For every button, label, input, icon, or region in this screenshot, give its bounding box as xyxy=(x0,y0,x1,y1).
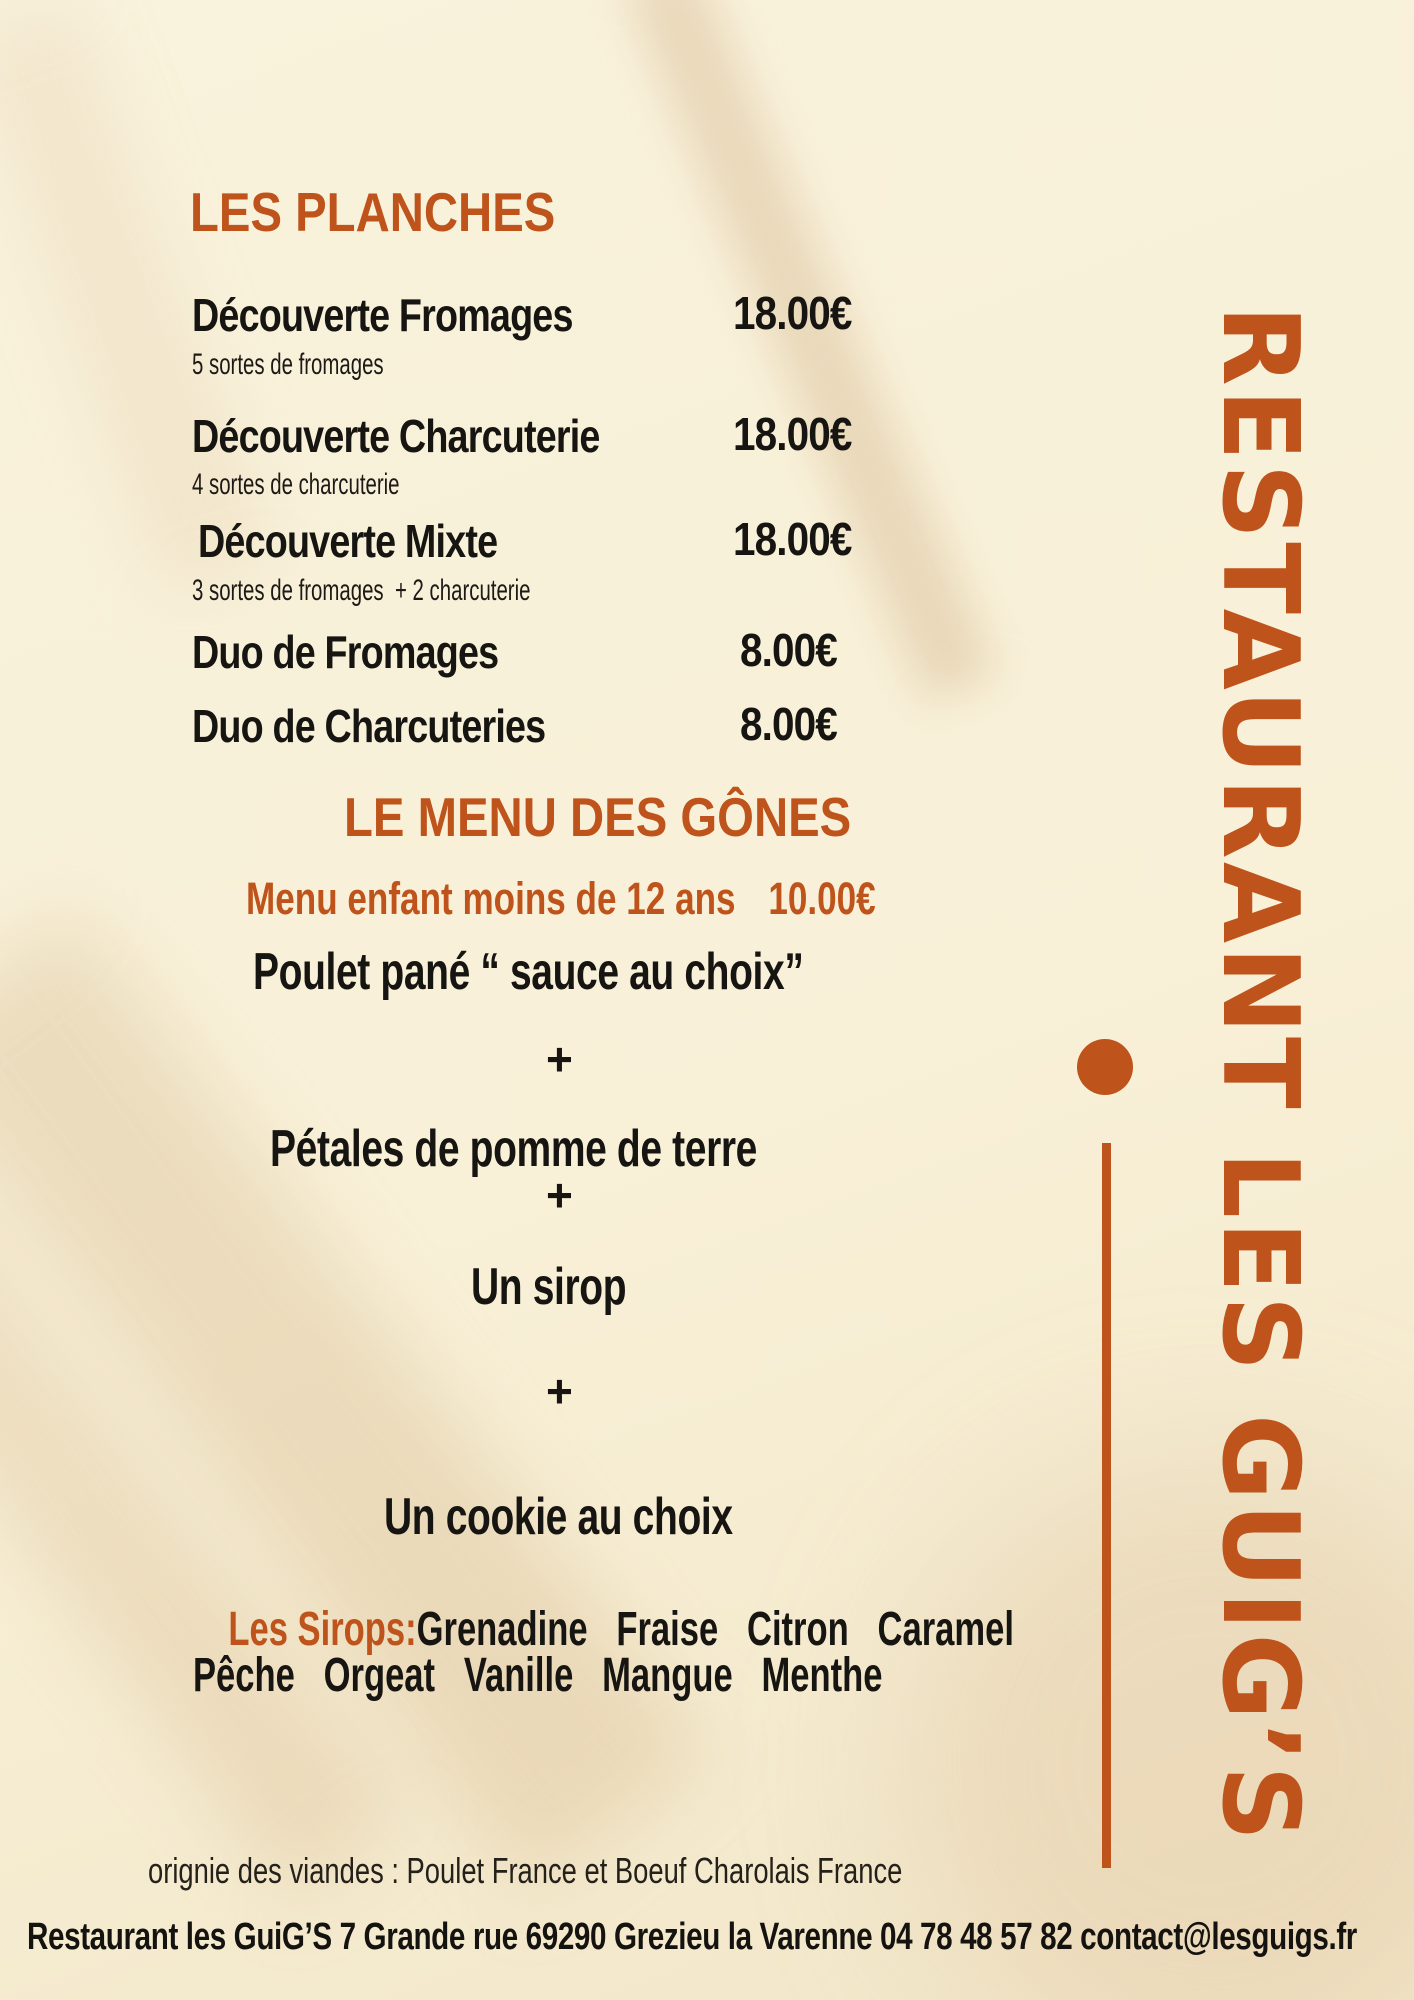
menu-item-name: Duo de Charcuteries xyxy=(192,700,546,752)
menu-item-name: Découverte Mixte xyxy=(198,515,498,567)
menu-item-price: 8.00€ xyxy=(740,624,837,676)
menu-item-description: 5 sortes de fromages xyxy=(192,348,384,381)
accent-dot xyxy=(1077,1039,1133,1095)
plus-separator: + xyxy=(546,1033,573,1085)
menu-item-name: Découverte Charcuterie xyxy=(192,410,600,462)
course-item: Un cookie au choix xyxy=(384,1488,733,1546)
course-item: Un sirop xyxy=(471,1258,627,1316)
plus-separator: + xyxy=(546,1365,573,1417)
gones-price: 10.00€ xyxy=(768,873,876,924)
sirops-flavors-line-1: Grenadine Fraise Citron Caramel xyxy=(416,1603,1014,1656)
background-shadow xyxy=(0,1095,411,1904)
menu-item-name: Découverte Fromages xyxy=(192,289,573,341)
sirops-label: Les Sirops: xyxy=(228,1603,417,1656)
background-shadow xyxy=(0,908,711,1893)
planches-title: LES PLANCHES xyxy=(190,181,556,243)
meat-origin-note: orignie des viandes : Poulet France et Boeuf Charolais France xyxy=(148,1850,903,1891)
gones-subtitle: Menu enfant moins de 12 ans xyxy=(246,873,736,924)
menu-item-description: 3 sortes de fromages + 2 charcuterie xyxy=(192,574,531,607)
gones-title: LE MENU DES GÔNES xyxy=(344,786,852,848)
menu-item-price: 18.00€ xyxy=(733,287,852,339)
background-shadow xyxy=(621,0,999,705)
menu-item-price: 18.00€ xyxy=(733,408,852,460)
menu-item-description: 4 sortes de charcuterie xyxy=(192,468,400,501)
footer-contact: Restaurant les GuiG’S 7 Grande rue 69290 Grezieu la Varenne 04 78 48 57 82 contact@lesguigs.fr xyxy=(27,1916,1357,1958)
accent-line xyxy=(1102,1143,1111,1868)
course-item: Pétales de pomme de terre xyxy=(270,1120,758,1178)
side-banner-text: RESTAURANT LES GUIG’S xyxy=(1199,305,1321,1845)
sirops-flavors-line-2: Pêche Orgeat Vanille Mangue Menthe xyxy=(193,1649,883,1702)
menu-item-price: 8.00€ xyxy=(740,698,837,750)
course-item: Poulet pané “ sauce au choix” xyxy=(253,943,804,1001)
menu-item-name: Duo de Fromages xyxy=(192,626,499,678)
gones-subtitle-row xyxy=(246,873,876,924)
plus-separator: + xyxy=(546,1169,573,1221)
menu-item-price: 18.00€ xyxy=(733,513,852,565)
